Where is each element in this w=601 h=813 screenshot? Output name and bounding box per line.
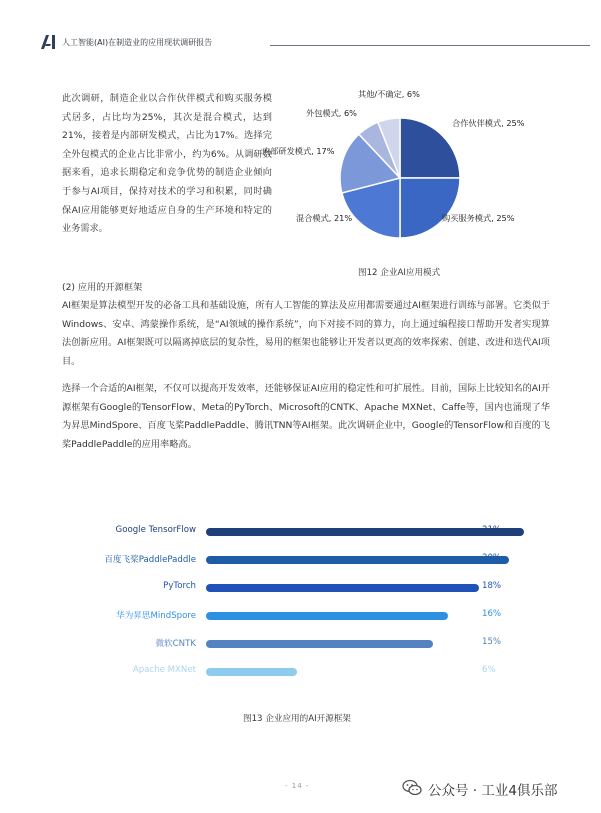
- brand-text: 公众号 · 工业4俱乐部: [428, 783, 558, 799]
- pie-svg: [262, 88, 570, 263]
- pie-slice: [400, 178, 460, 238]
- bar-value-label: 18%: [482, 581, 502, 591]
- bar-mark: [206, 612, 448, 620]
- page-header: [40, 34, 560, 52]
- bar-value-label: 20%: [482, 553, 502, 563]
- bar-mark: [206, 668, 297, 676]
- bar-value-label: 6%: [482, 665, 496, 675]
- bar-value-label: 15%: [482, 637, 502, 647]
- bar-mark: [206, 584, 479, 592]
- pie-slice-label: 混合模式, 21%: [296, 213, 353, 223]
- ai-logo-icon: [40, 34, 56, 50]
- intro-paragraph: 此次调研，制造企业以合作伙伴模式和购买服务模式居多，占比均为25%，其次是混合模式，达到21%，接着是内部研发模式，占比为17%。选择完全外包模式的企业占比非常小，约为6%。从调研数据来看，追求长期稳定和竞争优势的制造企业倾向于参与AI项目，保持对技术的学习和积累，同时确保AI应用能够更好地适应自身的生产环境和特定的业务需求。: [62, 93, 272, 235]
- bar-category-label: Google TensorFlow: [115, 525, 196, 535]
- bar-mark: [206, 556, 509, 564]
- bar-row: [60, 632, 540, 656]
- bar-value-label: 21%: [482, 525, 502, 535]
- bar-category-label: 百度飞桨PaddlePaddle: [104, 555, 196, 565]
- bar-row: [60, 660, 540, 684]
- bar-row: [60, 604, 540, 628]
- bar-category-label: 微软CNTK: [155, 639, 196, 649]
- pie-slice-label: 购买服务模式, 25%: [442, 213, 515, 223]
- pie-chart: [262, 88, 570, 263]
- figure12-caption: 图12 企业AI应用模式: [358, 268, 441, 278]
- bar-category-label: PyTorch: [163, 581, 196, 591]
- bar-row: [60, 576, 540, 600]
- figure13-caption: 图13 企业应用的AI开源框架: [243, 714, 352, 724]
- footer-brand: [402, 777, 582, 801]
- bar-value-label: 16%: [482, 609, 502, 619]
- section-subheading: (2) 应用的开源框架: [62, 282, 143, 293]
- header-rule: [270, 45, 590, 46]
- pie-slice-label: 其他/不确定, 6%: [358, 89, 420, 99]
- selection-paragraph: 选择一个合适的AI框架，不仅可以提高开发效率，还能够保证AI应用的稳定性和可扩展性。目前，国际上比较知名的AI开源框架有Google的TensorFlow、Meta的PyTorch、Microsoft的CNTK、Apache MXNet、Caffe等，国内也涌现了华为昇思MindSpore、百度飞桨PaddlePaddle、腾讯TNN等AI框架。此次调研企业中，Google的TensorFlow和百度的飞桨PaddlePaddle的应用率略高。: [62, 383, 550, 450]
- bar-mark: [206, 528, 524, 536]
- bar-chart: [60, 520, 540, 690]
- pie-slice: [400, 118, 460, 178]
- header-title: 人工智能(AI)在制造业的应用现状调研报告: [62, 38, 213, 47]
- pie-slice-label: 内部研发模式, 17%: [262, 146, 335, 156]
- bar-category-label: 华为昇思MindSpore: [116, 611, 196, 621]
- framework-paragraph: AI框架是算法模型开发的必备工具和基础设施，所有人工智能的算法及应用都需要通过AI框架进行训练与部署。它类似于Windows、安卓、鸿蒙操作系统，是“AI领域的操作系统”，向下对接不同的算力，向上通过编程接口帮助开发者实现算法创新应用。AI框架既可以隔离掉底层的复杂性，易用的框架也能够让开发者以更高的效率探索、创建、改进和迭代AI项目。: [62, 300, 550, 367]
- bar-row: [60, 520, 540, 544]
- bar-category-label: Apache MXNet: [132, 665, 196, 675]
- page-number: - 14 -: [285, 782, 310, 790]
- wechat-icon: [402, 779, 422, 797]
- pie-slice-label: 外包模式, 6%: [306, 108, 357, 118]
- bar-mark: [206, 640, 433, 648]
- bar-row: [60, 548, 540, 572]
- pie-slice-label: 合作伙伴模式, 25%: [452, 118, 525, 128]
